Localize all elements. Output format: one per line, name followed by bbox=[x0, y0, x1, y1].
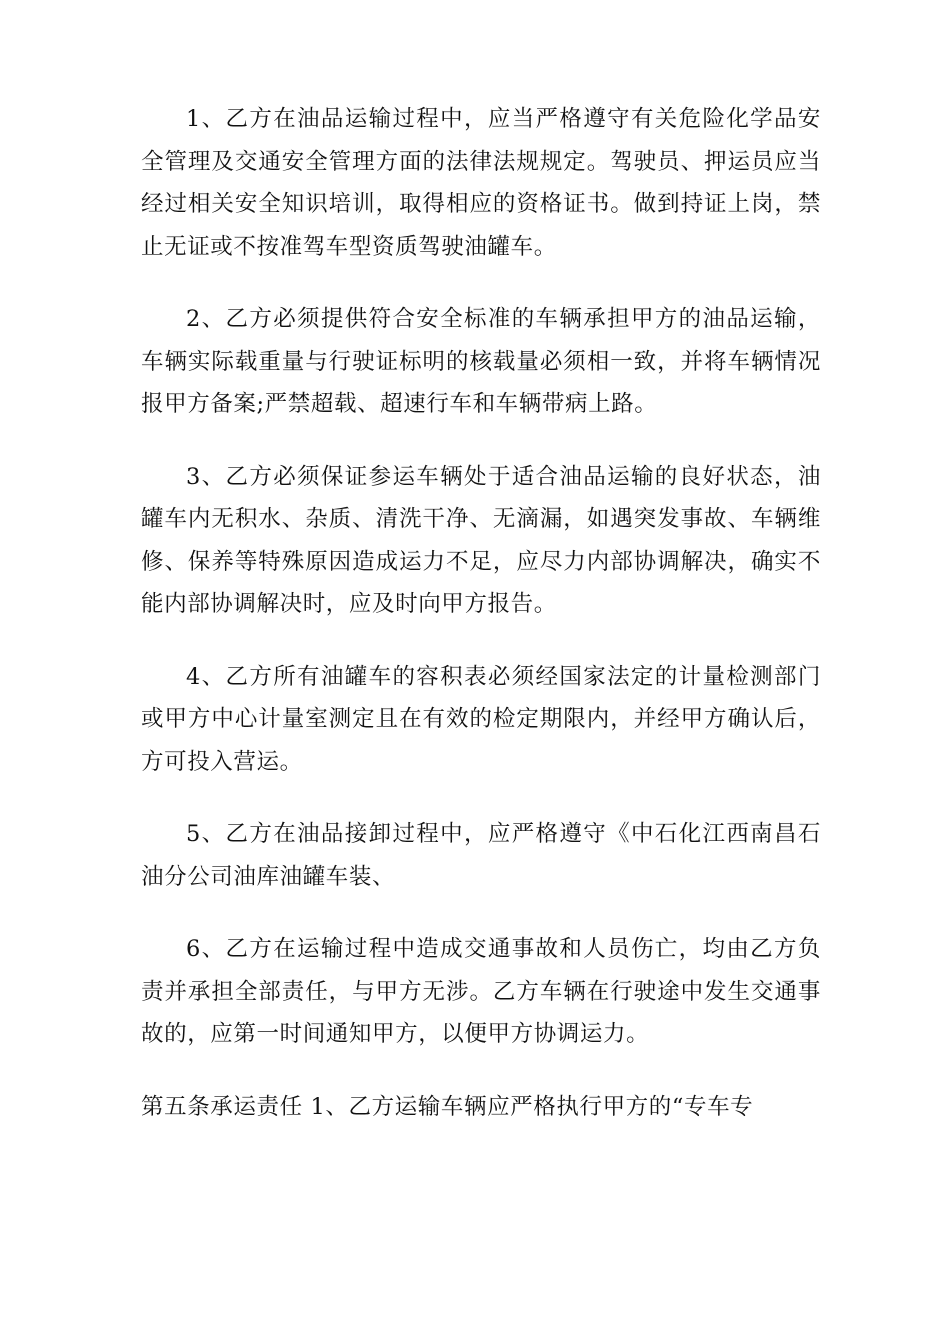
paragraph-2: 2、乙方必须提供符合安全标准的车辆承担甲方的油品运输，车辆实际载重量与行驶证标明的核载量必须相一致，并将车辆情况报甲方备案;严禁超载、超速行车和车辆带病上路。 bbox=[141, 306, 821, 417]
article-five-heading: 第五条承运责任 1、乙方运输车辆应严格执行甲方的“专车专 bbox=[141, 1093, 754, 1120]
paragraph-3: 3、乙方必须保证参运车辆处于适合油品运输的良好状态，油罐车内无积水、杂质、清洗干净、无滴漏，如遇突发事故、车辆维修、保养等特殊原因造成运力不足，应尽力内部协调解决，确实不能内部协调解决时，应及时向甲方报告。 bbox=[141, 463, 821, 617]
paragraph-4: 4、乙方所有油罐车的容积表必须经国家法定的计量检测部门或甲方中心计量室测定且在有效的检定期限内，并经甲方确认后，方可投入营运。 bbox=[141, 663, 821, 775]
paragraph-5: 5、乙方在油品接卸过程中，应严格遵守《中石化江西南昌石油分公司油库油罐车装、 bbox=[141, 821, 821, 890]
paragraph-1: 1、乙方在油品运输过程中，应当严格遵守有关危险化学品安全管理及交通安全管理方面的法律法规规定。驾驶员、押运员应当经过相关安全知识培训，取得相应的资格证书。做到持证上岗，禁止无证或不按准驾车型资质驾驶油罐车。 bbox=[141, 106, 821, 260]
document-body bbox=[141, 98, 821, 1158]
paragraph-6: 6、乙方在运输过程中造成交通事故和人员伤亡，均由乙方负责并承担全部责任，与甲方无涉。乙方车辆在行驶途中发生交通事故的，应第一时间通知甲方，以便甲方协调运力。 bbox=[141, 936, 821, 1047]
